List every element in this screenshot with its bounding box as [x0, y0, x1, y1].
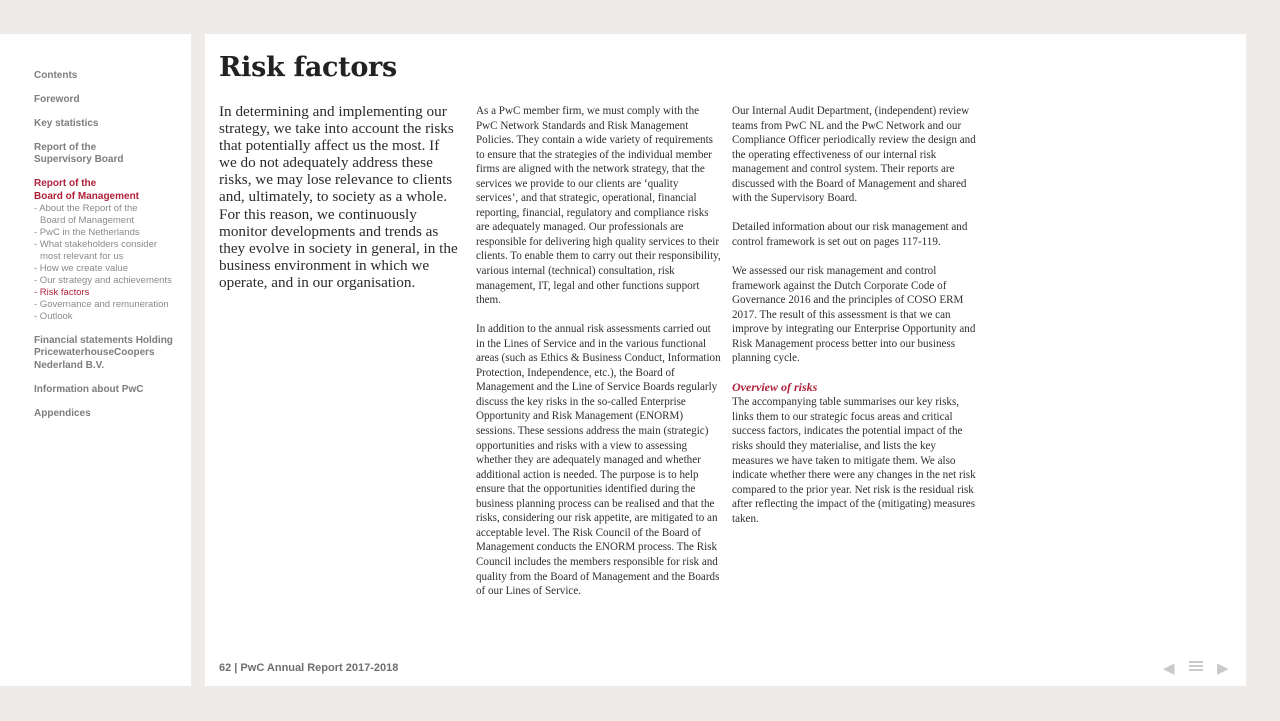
sidebar-item-key-statistics[interactable]: Key statistics	[34, 118, 99, 129]
sidebar-subitem-create-value[interactable]: - How we create value	[34, 263, 128, 275]
page-footer: 62 | PwC Annual Report 2017-2018	[219, 662, 399, 674]
overview-heading: Overview of risks	[732, 380, 818, 395]
sidebar-subitem-stakeholders[interactable]: - What stakeholders consider most relevant for us	[34, 239, 158, 263]
intro-paragraph: In determining and implementing our strategy, we take into account the risks that potentially affect us the most. If we do not adequately address these risks, we may lose relevance to clients and, ultimately, to society as a whole. For this reason, we continuously monitor developments and trends as they evolve in society in general, in the business environment in which we operate, and in our organisation.	[219, 103, 458, 291]
sidebar-nav	[34, 70, 184, 420]
body-column-1	[476, 104, 722, 613]
sidebar	[0, 34, 191, 686]
sidebar-item-appendices[interactable]: Appendices	[34, 407, 91, 419]
sidebar-item-financial-statements[interactable]: Financial statements Holding PricewaterhouseCoopers Nederland B.V.	[34, 334, 173, 371]
sidebar-item-foreword[interactable]: Foreword	[34, 94, 80, 105]
sidebar-item-report-supervisory-board[interactable]: Report of the Supervisory Board	[34, 142, 124, 166]
sidebar-subitem-governance[interactable]: - Governance and remuneration	[34, 299, 169, 311]
body-column-2	[732, 104, 978, 541]
next-page-icon[interactable]: ▶	[1217, 660, 1229, 677]
sidebar-item-information-about-pwc[interactable]: Information about PwC	[34, 383, 144, 395]
body-paragraph: Our Internal Audit Department, (independent) review teams from PwC NL and the PwC Network and our Compliance Officer periodically review the design and the operating effectiveness of our internal risk management and control system. Their reports are discussed with the Board of Management and shared with the Supervisory Board.	[732, 105, 976, 205]
page-title: Risk factors	[219, 52, 397, 83]
previous-page-icon[interactable]: ◀	[1163, 660, 1175, 677]
sidebar-subitem-outlook[interactable]: - Outlook	[34, 311, 73, 323]
sidebar-subitem-risk-factors[interactable]: - Risk factors	[34, 287, 90, 299]
sidebar-subitem-about-report[interactable]: - About the Report of the Board of Management	[34, 203, 138, 227]
body-paragraph: As a PwC member firm, we must comply with the PwC Network Standards and Risk Management Policies. They contain a wide variety of requirements to ensure that the strategies of the individual member firms are aligned with the network strategy, that the services we provide to our clients are ‘quality services’, and that strategic, operational, financial reporting, financial, regulatory and compliance risks are adequately managed. Our professionals are responsible for delivering high quality services to their clients. To enable them to carry out their responsibility, various internal (technical) consultation, risk management, IT, legal and other functions support them.	[476, 105, 721, 307]
body-paragraph: In addition to the annual risk assessments carried out in the Lines of Service and in the various functional areas (such as Ethics & Business Conduct, Information Protection, Independence, etc.), the Board of Management and the Line of Service Boards regularly discuss the key risks in the so-called Enterprise Opportunity and Risk Management (ENORM) sessions. These sessions address the main (strategic) opportunities and risks with a view to assessing whether they are adequately managed and whether additional action is needed. The purpose is to help ensure that the opportunities identified during the business planning process can be realised and that the risks, considering our risk appetite, are mitigated to an acceptable level. The Risk Council of the Board of Management conducts the ENORM process. The Risk Council includes the members responsible for risk and quality from the Board of Management and the Boards of our Lines of Service.	[476, 323, 721, 598]
menu-lines-icon	[1189, 661, 1203, 673]
body-paragraph: Detailed information about our risk management and control framework is set out on pages 117-119.	[732, 221, 968, 248]
overview-paragraph: The accompanying table summarises our key risks, links them to our strategic focus areas and critical success factors, indicates the potential impact of the risks should they materialise, and lists the key measures we have taken to mitigate them. We also indicate whether there were any changes in the net risk compared to the prior year. Net risk is the residual risk after reflecting the impact of the (mitigating) measures taken.	[732, 396, 976, 525]
sidebar-subnav	[34, 203, 184, 323]
report-page	[205, 34, 1246, 686]
sidebar-subitem-pwc-netherlands[interactable]: - PwC in the Netherlands	[34, 227, 140, 239]
menu-icon[interactable]	[1189, 661, 1203, 677]
sidebar-item-report-board-of-management[interactable]: Report of the Board of Management	[34, 178, 140, 202]
body-paragraph: We assessed our risk management and control framework against the Dutch Corporate Code of Governance 2016 and the principles of COSO ERM 2017. The result of this assessment is that we can improve by integrating our Enterprise Opportunity and Risk Management process better into our business planning cycle.	[732, 265, 976, 365]
sidebar-subitem-strategy[interactable]: - Our strategy and achievements	[34, 275, 172, 287]
sidebar-item-contents[interactable]: Contents	[34, 70, 78, 81]
